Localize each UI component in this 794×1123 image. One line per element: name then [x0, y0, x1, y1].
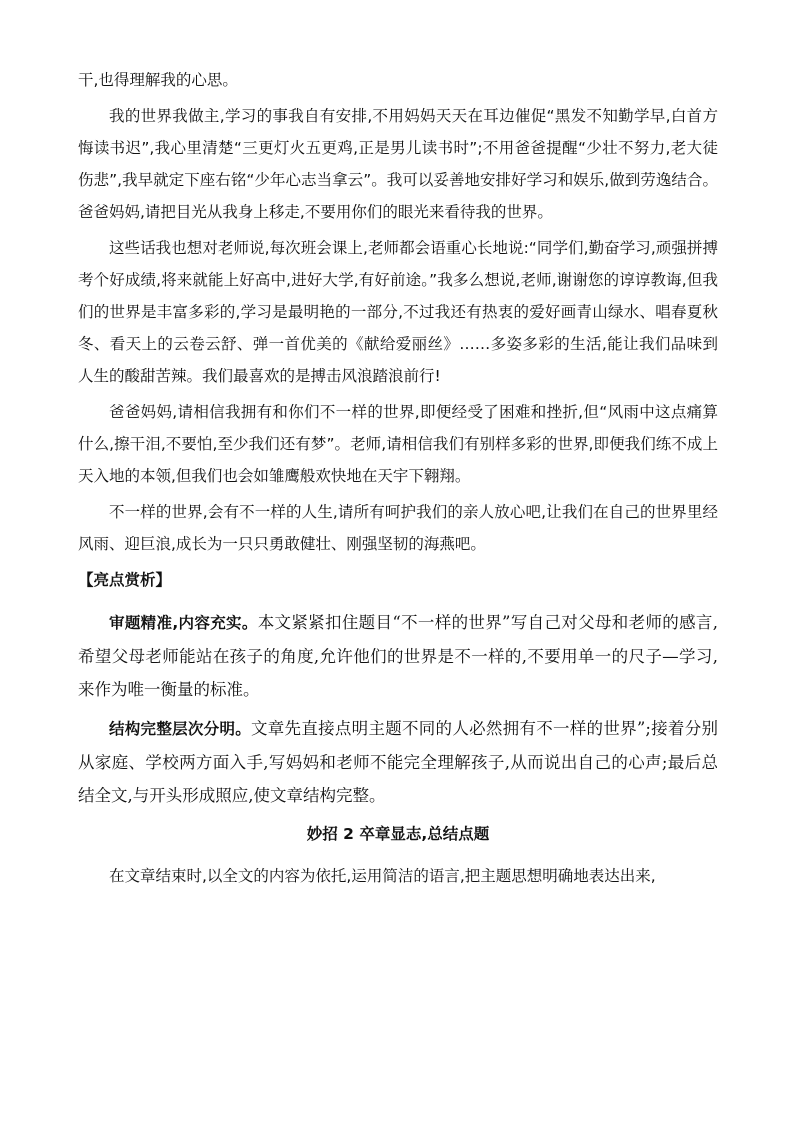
paragraph-trust: 爸爸妈妈,请相信我拥有和你们不一样的世界,即便经受了困难和挫折,但“风雨中这点痛算什么,擦干泪,不要怕,至少我们还有梦”。老师,请相信我们有别样多彩的世界,即便我们练不成上天入地的本领,但我们也会如雏鹰般欢快地在天宇下翱翔。	[78, 403, 718, 485]
highlight-heading: 【亮点赏析】	[78, 571, 172, 589]
paragraph-conclusion: 不一样的世界,会有不一样的人生,请所有呵护我们的亲人放心吧,让我们在自己的世界里经风雨、迎巨浪,成长为一只只勇敢健壮、刚强坚韧的海燕吧。	[78, 503, 718, 553]
paragraph-my-world: 我的世界我做主,学习的事我自有安排,不用妈妈天天在耳边催促“黑发不知勤学早,白首方悔读书迟”,我心里清楚“三更灯火五更鸡,正是男儿读书时”;不用爸爸提醒“少壮不努力,老大徒伤悲”,我早就定下座右铭“少年心志当拿云”。我可以妥善地安排好学习和娱乐,做到劳逸结合。爸爸妈妈,请把目光从我身上移走,不要用你们的眼光来看待我的世界。	[78, 107, 718, 221]
section-title: 妙招 2 卒章显志,总结点题	[306, 825, 490, 843]
analysis-paragraph-1	[78, 606, 718, 706]
analysis-lead-1: 审题精准,内容充实。	[109, 614, 258, 632]
paragraph-continuation: 干,也得理解我的心思。	[78, 71, 238, 89]
analysis-paragraph-2	[78, 712, 718, 812]
document-page	[78, 64, 718, 896]
analysis-text-2: 文章先直接点明主题不同的人必然拥有不一样的世界”;接着分别从家庭、学校两方面入手,写妈妈和老师不能完全理解孩子,从而说出自己的心声;最后总结全文,与开头形成照应,使文章结构完整。	[78, 719, 718, 805]
analysis-lead-2: 结构完整层次分明。	[109, 720, 251, 738]
section-intro: 在文章结束时,以全文的内容为依托,运用简洁的语言,把主题思想明确地表达出来,	[109, 867, 656, 885]
paragraph-to-teacher: 这些话我也想对老师说,每次班会课上,老师都会语重心长地说:“同学们,勤奋学习,顽强拼搏考个好成绩,将来就能上好高中,进好大学,有好前途。”我多么想说,老师,谢谢您的谆谆教诲,但我们的世界是丰富多彩的,学习是最明艳的一部分,不过我还有热衷的爱好画青山绿水、唱春夏秋冬、看天上的云卷云舒、弹一首优美的《献给爱丽丝》……多姿多彩的生活,能让我们品味到人生的酸甜苦辣。我们最喜欢的是搏击风浪踏浪前行!	[78, 239, 718, 385]
analysis-text-1: 本文紧紧扣住题目“不一样的世界”写自己对父母和老师的感言,希望父母老师能站在孩子的角度,允许他们的世界是不一样的,不要用单一的尺子—学习,来作为唯一衡量的标准。	[78, 613, 719, 699]
